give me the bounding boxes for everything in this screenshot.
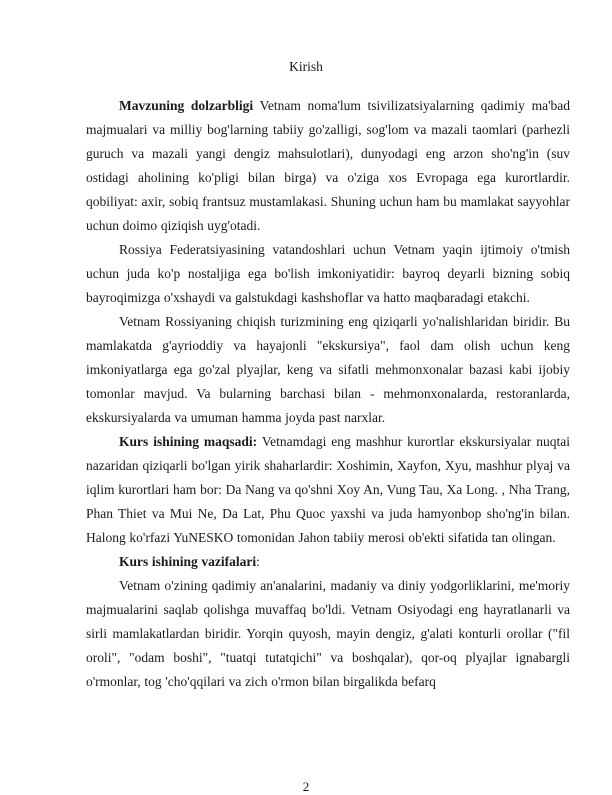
page-title: Kirish bbox=[289, 59, 323, 74]
paragraph-tourism bbox=[86, 310, 570, 430]
paragraph-relevance bbox=[86, 94, 570, 238]
page-number: 2 bbox=[302, 779, 310, 794]
paragraph-lead: Kurs ishining maqsadi: bbox=[119, 434, 258, 449]
paragraph-text: Vetnam o'zining qadimiy an'analarini, madaniy va diniy yodgorliklarini, me'moriy majmualarini saqlab qolishga muvaffaq bo'ldi. Vetnam Osiyodagi eng hayratlanarli va sirli mamlakatlardan biridir. Yorqin quyosh, mayin dengiz, g'alati konturli orollar ("fil oroli", "odam boshi", "tuatqi tutatqichi" va boshqalar), qor-oq plyajlar ignabargli o'rmonlar, tog 'cho'qqilari va zich o'rmon bilan birgalikda befarq bbox=[86, 578, 570, 689]
paragraph-goal bbox=[86, 430, 570, 550]
document-body bbox=[86, 94, 570, 694]
paragraph-nostalgia bbox=[86, 238, 570, 310]
paragraph-lead: Kurs ishining vazifalari bbox=[119, 554, 257, 569]
paragraph-traditions bbox=[86, 574, 570, 694]
paragraph-text: : bbox=[256, 554, 260, 569]
paragraph-text: Vetnam noma'lum tsivilizatsiyalarning qadimiy ma'bad majmualari va milliy bog'larning tabiiy go'zalligi, sog'lom va mazali taomlari (parhezli guruch va mazali yangi dengiz mahsulotlari), dunyodagi eng arzon sho'ng'in (suv ostidagi aholining ko'pligi bilan birga) va o'ziga xos Evropaga ega kurortlardir. qobiliyat: axir, sobiq frantsuz mustamlakasi. Shuning uchun ham bu mamlakat sayyohlar uchun doimo qiziqish uyg'otadi. bbox=[86, 98, 571, 233]
paragraph-tasks-heading bbox=[86, 550, 570, 574]
paragraph-lead: Mavzuning dolzarbligi bbox=[119, 98, 254, 113]
paragraph-text: Vetnamdagi eng mashhur kurortlar ekskursiyalar nuqtai nazaridan qiziqarli bo'lgan yirik shaharlardir: Xoshimin, Xayfon, Xyu, mashhur plyaj va iqlim kurortlari ham bor: Da Nang va qo'shni Xoy An, Vung Tau, Xa Long. , Nha Trang, Phan Thiet va Mui Ne, Da Lat, Phu Quoc yaxshi va juda hamyonbop sho'ng'in bilan. Halong ko'rfazi YuNESKO tomonidan Jahon tabiiy merosi ob'ekti sifatida tan olingan. bbox=[86, 434, 570, 545]
paragraph-text: Rossiya Federatsiyasining vatandoshlari uchun Vetnam yaqin ijtimoiy o'tmish uchun juda ko'p nostaljiga ega bo'lish imkoniyatidir: bayroq deyarli bizning sobiq bayroqimizga o'xshaydi va galstukdagi kashshoflar va hatto maqbaradagi etakchi. bbox=[86, 242, 570, 305]
paragraph-text: Vetnam Rossiyaning chiqish turizmining eng qiziqarli yo'nalishlaridan biridir. Bu mamlakatda g'ayrioddiy va hayajonli "ekskursiya", faol dam olish uchun keng imkoniyatlarga ega go'zal plyajlar, keng va sifatli mehmonxonalar bazasi kabi ijobiy tomonlar mavjud. Va bularning barchasi bilan - mehmonxonalarda, restoranlarda, ekskursiyalarda va umuman hamma joyda past narxlar. bbox=[86, 314, 570, 425]
